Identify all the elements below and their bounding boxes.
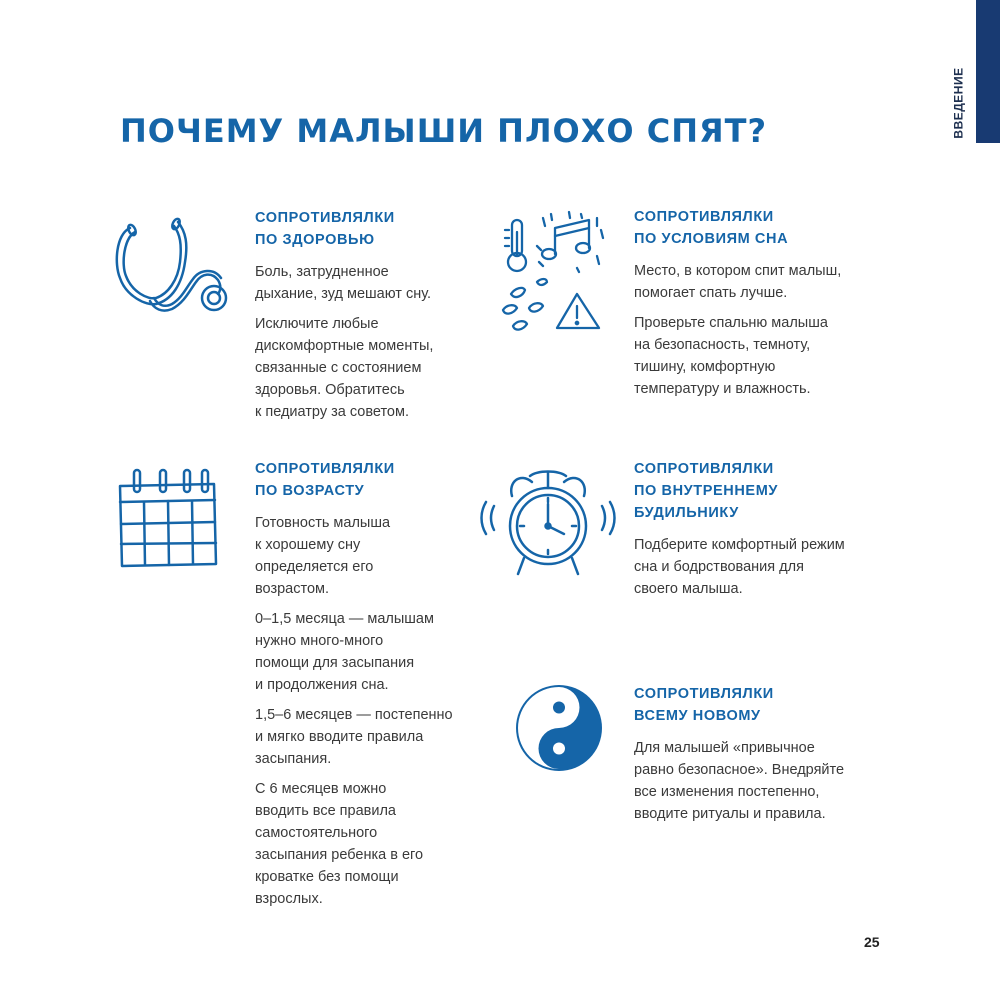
block-paragraph: Готовность малыша к хорошему сну определяется его возрастом. (255, 515, 391, 597)
calendar-icon (114, 464, 222, 572)
page-number: 25 (864, 934, 880, 950)
block-paragraph: Исключите любые дискомфортные моменты, связанные с состоянием здоровья. Обратитесь к педиатру за советом. (255, 316, 434, 420)
block-novelty (634, 683, 844, 833)
block-paragraph: Боль, затрудненное дыхание, зуд мешают сну. (255, 264, 432, 302)
section-tab (976, 0, 1000, 143)
page-title: ПОЧЕМУ МАЛЫШИ ПЛОХО СПЯТ? (120, 112, 768, 150)
block-heading: СОПРОТИВЛЯЛКИ ПО УСЛОВИЯМ СНА (634, 209, 789, 247)
block-heading: СОПРОТИВЛЯЛКИ ВСЕМУ НОВОМУ (634, 686, 774, 724)
block-paragraph: Место, в котором спит малыш, помогает спать лучше. (634, 263, 842, 301)
block-heading: СОПРОТИВЛЯЛКИ ПО ВНУТРЕННЕМУ БУДИЛЬНИКУ (634, 461, 779, 521)
block-paragraph: Для малышей «привычное равно безопасное». Внедряйте все изменения постепенно, вводите ритуалы и правила. (634, 740, 845, 822)
yin-yang-icon (514, 683, 604, 773)
alarm-clock-icon (480, 462, 616, 582)
block-paragraph: Проверьте спальню малыша на безопасность, темноту, тишину, комфортную температуру и влажность. (634, 315, 828, 397)
block-paragraph: С 6 месяцев можно вводить все правила самостоятельного засыпания ребенка в его кроватке без помощи взрослых. (255, 781, 424, 907)
block-paragraph: 1,5–6 месяцев — постепенно и мягко вводите правила засыпания. (255, 707, 453, 767)
section-label: ВВЕДЕНИЕ (952, 67, 966, 139)
block-paragraph: 0–1,5 месяца — малышам нужно много-много помощи для засыпания и продолжения сна. (255, 611, 434, 693)
block-health (255, 207, 433, 431)
stethoscope-icon (108, 212, 240, 322)
block-heading: СОПРОТИВЛЯЛКИ ПО ЗДОРОВЬЮ (255, 210, 395, 248)
block-paragraph: Подберите комфортный режим сна и бодрствования для своего малыша. (634, 537, 845, 597)
block-alarm (634, 458, 845, 608)
sleep-conditions-icon (497, 210, 613, 335)
block-heading: СОПРОТИВЛЯЛКИ ПО ВОЗРАСТУ (255, 461, 395, 499)
block-age (255, 458, 453, 918)
block-conditions (634, 206, 841, 408)
